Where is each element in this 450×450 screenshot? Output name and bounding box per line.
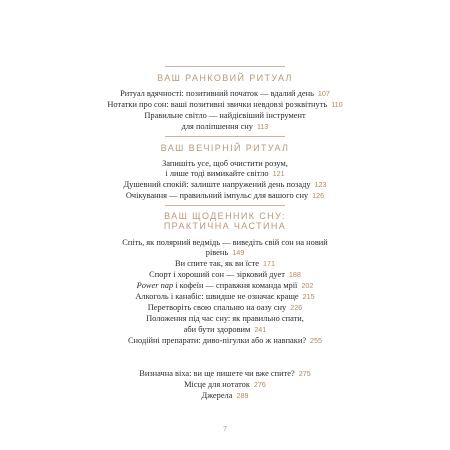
toc-entry-title: і лише тоді вимикайте світло [165,169,269,178]
toc-page-number: 275 [298,369,311,378]
toc-page-number: 215 [302,292,315,301]
section-rule-top [165,136,285,137]
toc-entry-continuation[interactable] [0,169,450,179]
toc-page-number: 171 [263,259,276,268]
toc-entry-title: Очікування — правильний імпульс для вашого сну [125,191,309,200]
toc-entry-title: Нотатки про сон: ваші позитивні звички невдовзі розквітнуть [107,100,328,109]
toc-entry-title-italic: Power nap [136,281,174,290]
toc-entry-title: Ритуал вдячності: позитивний початок — вдалий день [120,89,314,98]
toc-entry[interactable] [0,159,450,169]
toc-entry-title: рівень [205,248,229,257]
toc-page-number: 107 [317,89,330,98]
toc-entry-continuation[interactable] [0,325,450,335]
toc-page-number: 123 [314,180,327,189]
toc-page-number: 113 [256,122,269,131]
toc-entry[interactable] [0,180,450,190]
toc-entry[interactable] [0,191,450,201]
section-heading-morning: ВАШ РАНКОВИЙ РИТУАЛ [157,73,293,83]
toc-entry[interactable] [0,270,450,280]
toc-page-number: 276 [253,380,266,389]
toc-entry[interactable] [0,259,450,269]
toc-entry-title: Правильне світло — найдієвіший інструмент [144,111,306,120]
toc-entry-title: Снодійні препарати: диво-пігулки або ж навпаки? [127,336,307,345]
toc-page-number: 289 [236,391,249,400]
toc-entry[interactable] [0,336,450,346]
toc-entry[interactable] [0,111,450,121]
toc-entry-back[interactable] [0,369,450,379]
toc-page-number: 188 [288,270,301,279]
section-heading-diary: ВАШ ЩОДЕННИК СНУ: [164,211,286,221]
toc-entry-title: Запишіть усе, щоб очистити розум, [162,159,288,168]
toc-entry-title: Перетворіть свою спальню на оазу сну [147,303,287,312]
toc-entry-continuation[interactable] [0,122,450,132]
toc-entry-title: Душевний спокій: залиште напружений день позаду [123,180,311,189]
toc-entry-title: аби бути здоровим [183,325,251,334]
toc-entry-title: Положення під час сну: як правильно спати, [146,314,304,323]
toc-page-number: 110 [331,100,343,109]
toc-entry-title: Визначна віха: ви ще пишете чи вже спите? [139,369,295,378]
toc-entry[interactable] [0,238,450,248]
toc-entry-title: Місце для нотаток [184,380,250,389]
toc-page-number: 241 [254,325,267,334]
section-rule-top [165,205,285,206]
toc-entry[interactable] [0,314,450,324]
toc-page-number: 226 [290,303,303,312]
toc-entry-title: і кофеїн — справжня команда мрії [173,281,298,290]
toc-page-number: 126 [312,191,325,200]
toc-entry[interactable] [0,303,450,313]
toc-entry-title: Спіть, як полярний ведмідь — виведіть свій сон на новий [122,238,328,247]
toc-entry-title: Спорт і хороший сон — зірковий дует [149,270,285,279]
toc-entry-title: Джерела [201,391,233,400]
toc-page-number: 255 [310,336,323,345]
toc-entry-continuation[interactable] [0,248,450,258]
toc-entry-title: Ви спите так, як ви їсте [174,259,260,268]
toc-entry[interactable] [0,89,450,99]
section-heading-evening: ВАШ ВЕЧІРНІЙ РИТУАЛ [160,143,290,153]
toc-page-number: 121 [272,169,285,178]
toc-entry-back[interactable] [0,391,450,401]
toc-entry[interactable] [0,281,450,291]
toc-entry-title: Алкоголь і канабіс: швидше не означає краще [135,292,299,301]
toc-entry[interactable] [0,100,450,110]
toc-page-number: 202 [301,281,314,290]
section-heading-diary-line2: ПРАКТИЧНА ЧАСТИНА [163,221,287,231]
toc-page-number: 149 [232,248,245,257]
toc-entry-title: для поліпшення сну [181,122,253,131]
toc-entry[interactable] [0,292,450,302]
page-folio: 7 [223,425,227,433]
toc-entry-back[interactable] [0,380,450,390]
section-rule-top [165,66,285,67]
